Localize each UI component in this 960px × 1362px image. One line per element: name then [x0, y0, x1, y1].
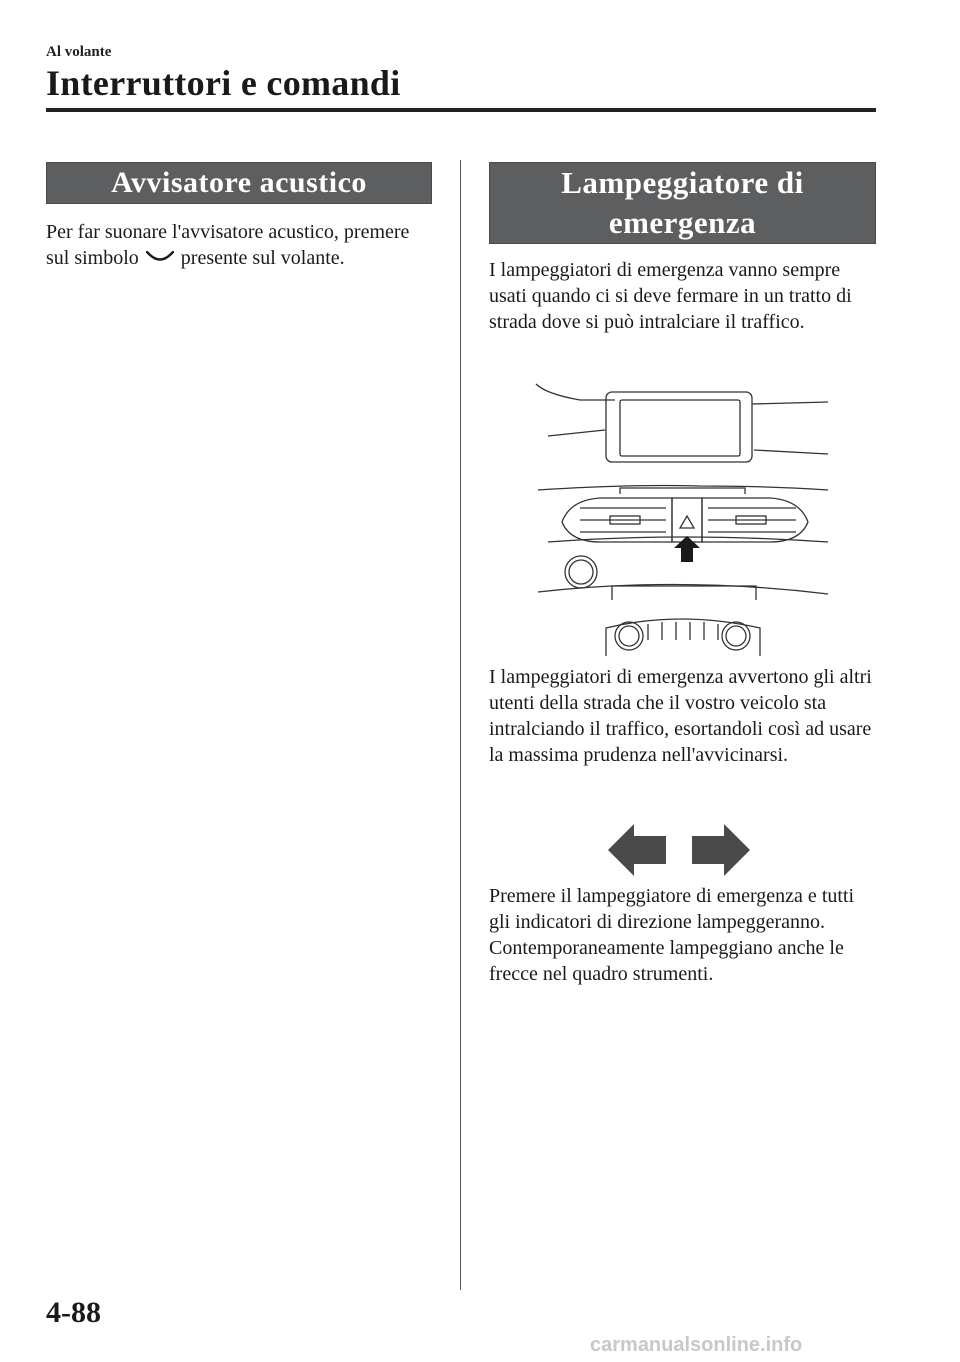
horn-icon [146, 251, 174, 267]
page-title: Interruttori e comandi [46, 63, 401, 103]
hazard-warning-icon [674, 516, 700, 562]
hazard-heading-line1: Lampeggiatore di [561, 165, 804, 200]
watermark: carmanualsonline.info [590, 1334, 803, 1356]
hazard-heading-line2: emergenza [608, 205, 757, 240]
breadcrumb: Al volante [46, 44, 112, 60]
turn-signal-arrows-icon [606, 822, 752, 878]
section-heading-horn: Avvisatore acustico [46, 162, 432, 204]
horn-text-before: Per far suonare l'avvisatore acustico, premere sul simbolo [46, 221, 410, 269]
column-divider [460, 160, 461, 1290]
hazard-paragraph-3: Premere il lampeggiatore di emergenza e tutti gli indicatori di direzione lampeggeranno. Contemporaneamente lampeggiano anche le frecce nel quadro strumenti. [489, 885, 855, 985]
hazard-paragraph-2: I lampeggiatori di emergenza avvertono gli altri utenti della strada che il vostro veicolo sta intralciando il traffico, esortandoli così ad usare la massima prudenza nell'avvicinarsi. [489, 666, 872, 766]
horn-text-after: presente sul volante. [180, 247, 345, 269]
page-number: 4-88 [46, 1296, 101, 1329]
dashboard-illustration [530, 378, 830, 656]
horn-paragraph [46, 219, 436, 271]
header-rule [46, 108, 876, 112]
section-heading-hazard [489, 162, 876, 244]
hazard-paragraph-1: I lampeggiatori di emergenza vanno sempre usati quando ci si deve fermare in un tratto di strada dove si può intralciare il traffico. [489, 259, 852, 333]
